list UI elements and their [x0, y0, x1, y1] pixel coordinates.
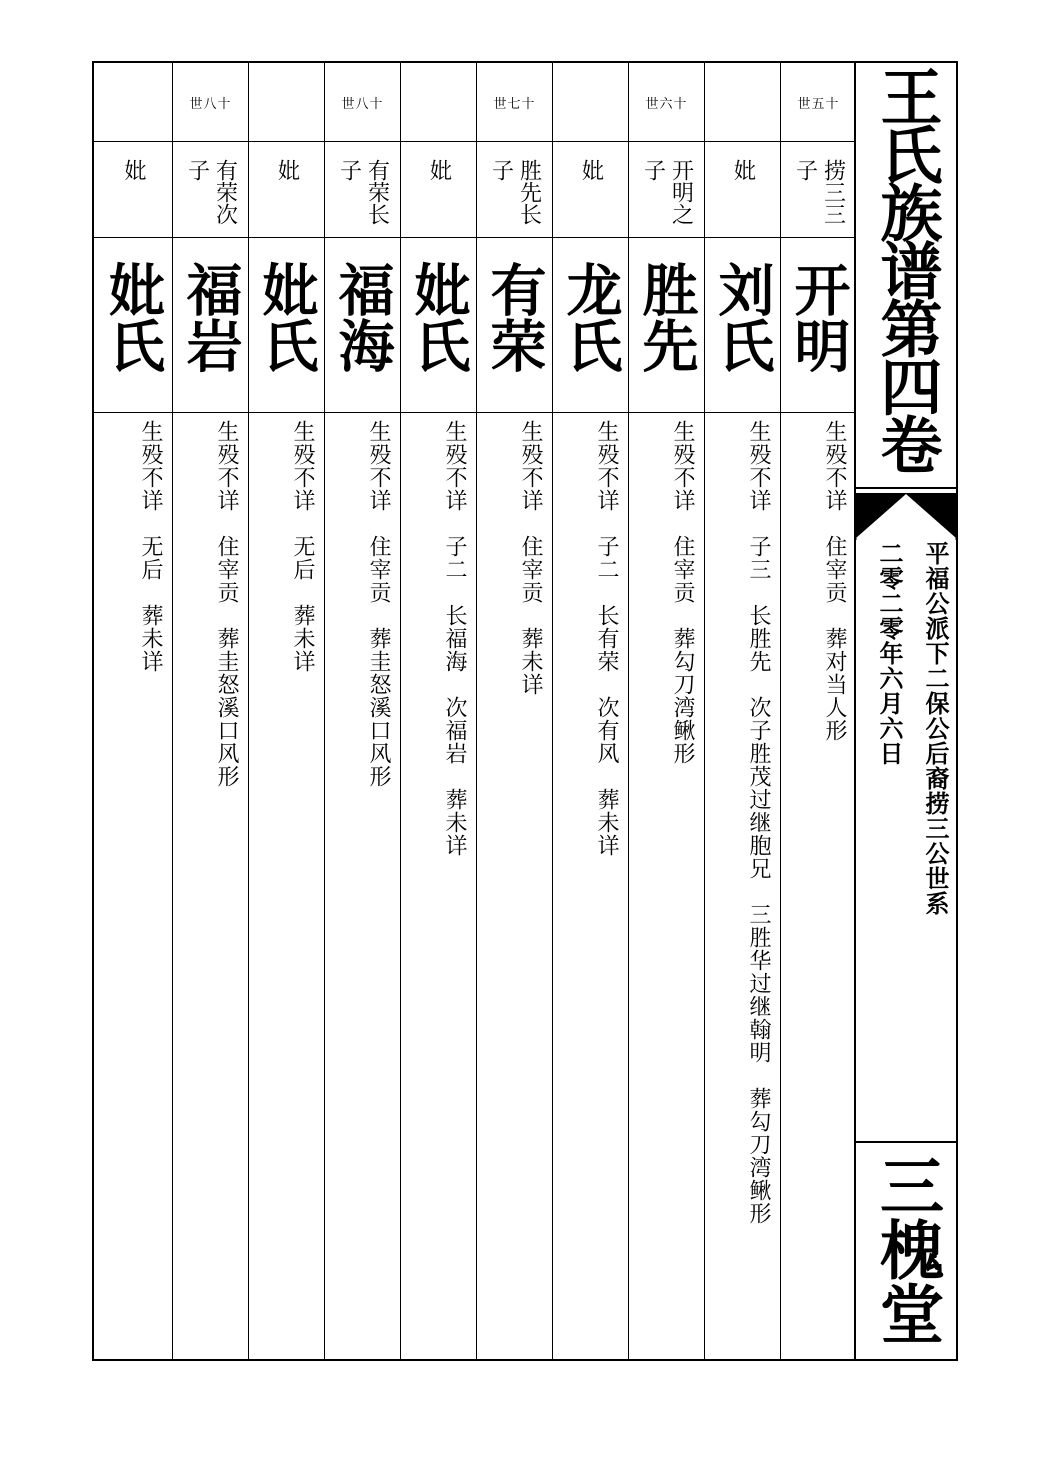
person-bio: 生殁不详 子三 长胜先 次子胜茂过继胞兄 三胜华过继翰明 葬勾刀湾鳅形: [746, 420, 771, 1225]
entry-column-2: [704, 63, 780, 1359]
generation-label: 世七十: [493, 97, 536, 112]
entry-column-6: [400, 63, 476, 1359]
person-name: 妣氏: [100, 261, 166, 373]
person-name: 龙氏: [557, 261, 624, 373]
person-name: 刘氏: [709, 261, 776, 373]
person-bio: 生殁不详 住宰贡 葬未详: [518, 420, 543, 696]
entry-column-4: [552, 63, 628, 1359]
person-bio: 生殁不详 子二 长有荣 次有风 葬未详: [594, 420, 619, 857]
generation-label: 世八十: [341, 97, 384, 112]
relation-label: 妣: [426, 159, 452, 181]
person-bio: 生殁不详 子二 长福海 次福岩 葬未详: [442, 420, 467, 857]
relation-label: 胜先长子: [488, 159, 542, 225]
person-bio: 生殁不详 住宰贡 葬对当人形: [822, 420, 847, 742]
person-bio: 生殁不详 住宰贡 葬勾刀湾鳅形: [670, 420, 695, 765]
fishtail-ornament-icon: [856, 494, 956, 540]
title-column: [854, 63, 956, 1359]
person-bio: 生殁不详 无后 葬未详: [138, 420, 163, 673]
relation-label: 有荣次子: [184, 159, 238, 225]
genealogy-page: [92, 61, 958, 1361]
lineage-subtitle: 平福公派下二保公后裔捞三公世系: [921, 541, 950, 916]
generation-label: 世六十: [645, 97, 688, 112]
entry-column-3: [628, 63, 704, 1359]
entry-column-10: [94, 63, 172, 1359]
hall-name: 三槐堂: [869, 1153, 944, 1345]
book-title: 王氏族谱第四卷: [870, 65, 943, 471]
compile-date: 二零二零年六月六日: [875, 541, 904, 766]
person-name: 胜先: [633, 261, 700, 373]
entry-column-5: [476, 63, 552, 1359]
person-name: 福海: [329, 261, 396, 373]
person-name: 妣氏: [405, 261, 472, 373]
relation-label: 妣: [578, 159, 604, 181]
entry-column-8: [248, 63, 324, 1359]
entry-column-1: [780, 63, 856, 1359]
person-bio: 生殁不详 住宰贡 葬圭怒溪口风形: [214, 420, 239, 788]
relation-label: 有荣长子: [336, 159, 390, 225]
relation-label: 妣: [274, 159, 300, 181]
person-name: 福岩: [177, 261, 244, 373]
divider: [856, 487, 956, 489]
person-bio: 生殁不详 住宰贡 葬圭怒溪口风形: [366, 420, 391, 788]
person-name: 有荣: [481, 261, 548, 373]
person-bio: 生殁不详 无后 葬未详: [290, 420, 315, 673]
relation-label: 妣: [121, 159, 146, 181]
relation-label: 妣: [730, 159, 756, 181]
generation-label: 世八十: [189, 97, 232, 112]
entry-column-7: [324, 63, 400, 1359]
relation-label: 开明之子: [640, 159, 694, 225]
relation-label: 捞三三子: [792, 159, 846, 225]
generation-label: 世五十: [797, 97, 840, 112]
person-name: 妣氏: [253, 261, 320, 373]
entry-column-9: [172, 63, 248, 1359]
divider: [856, 1141, 956, 1143]
person-name: 开明: [785, 261, 852, 373]
